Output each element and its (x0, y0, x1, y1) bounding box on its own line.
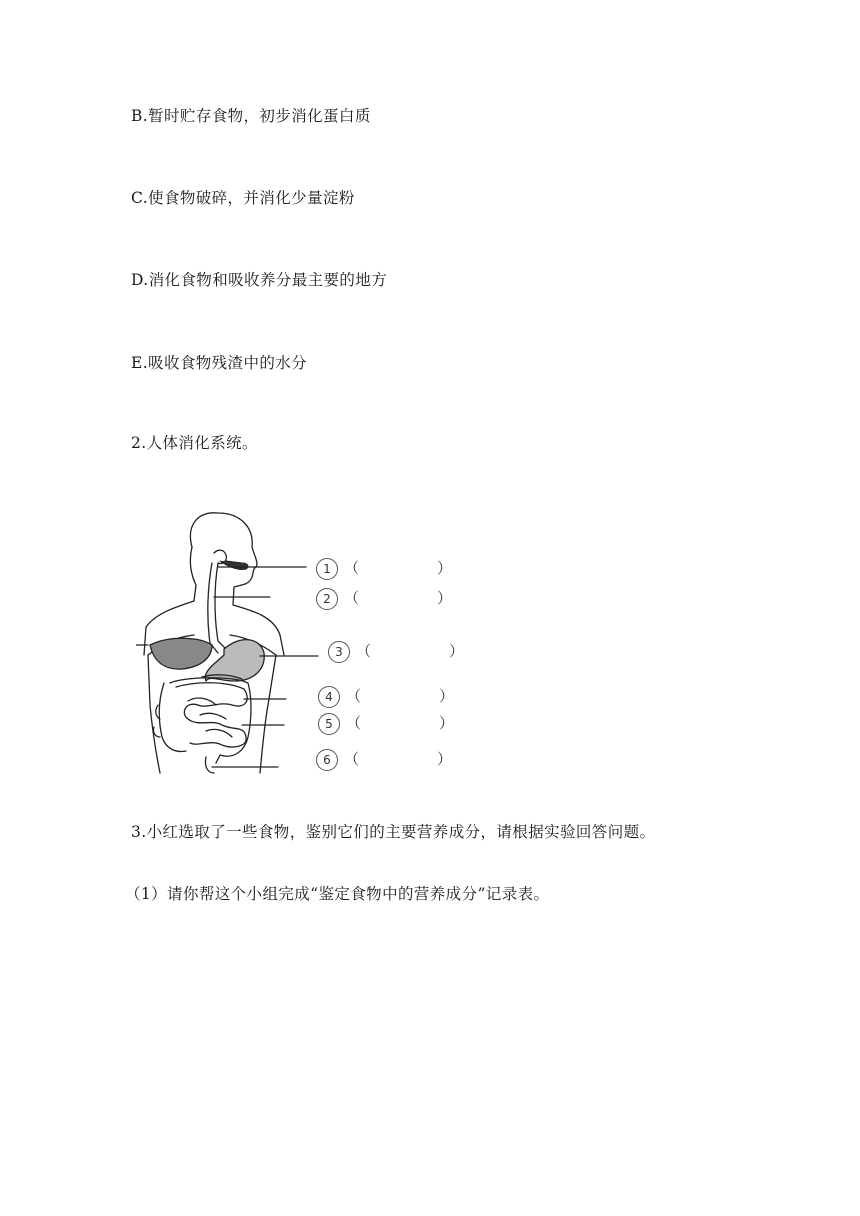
option-b-text: B.暂时贮存食物，初步消化蛋白质 (131, 107, 371, 125)
circled-number: 2 (316, 588, 338, 610)
question-3-text: 3.小红选取了一些食物，鉴别它们的主要营养成分，请根据实验回答问题。 (131, 823, 656, 841)
option-c-text: C.使食物破碎，并消化少量淀粉 (131, 189, 355, 207)
circled-number: 1 (316, 558, 338, 580)
label-4: 4 （ ） (318, 685, 454, 708)
question-3-subquestion-1: （1）请你帮这个小组完成“鉴定食物中的营养成分”记录表。 (125, 885, 550, 903)
circled-number: 4 (318, 686, 340, 708)
option-d-text: D.消化食物和吸收养分最主要的地方 (131, 271, 388, 289)
label-3: 3 （ ） (328, 640, 464, 663)
option-e-text: E.吸收食物残渣中的水分 (131, 354, 308, 372)
circled-number: 5 (318, 713, 340, 735)
question-2-title: 2.人体消化系统。 (131, 434, 258, 452)
circled-number: 6 (316, 749, 338, 771)
circled-number: 3 (328, 641, 350, 663)
label-6: 6 （ ） (316, 748, 452, 771)
label-1: 1 （ ） (316, 557, 452, 580)
label-5: 5 （ ） (318, 712, 454, 735)
digestive-system-diagram (136, 505, 476, 780)
label-2: 2 （ ） (316, 587, 452, 610)
